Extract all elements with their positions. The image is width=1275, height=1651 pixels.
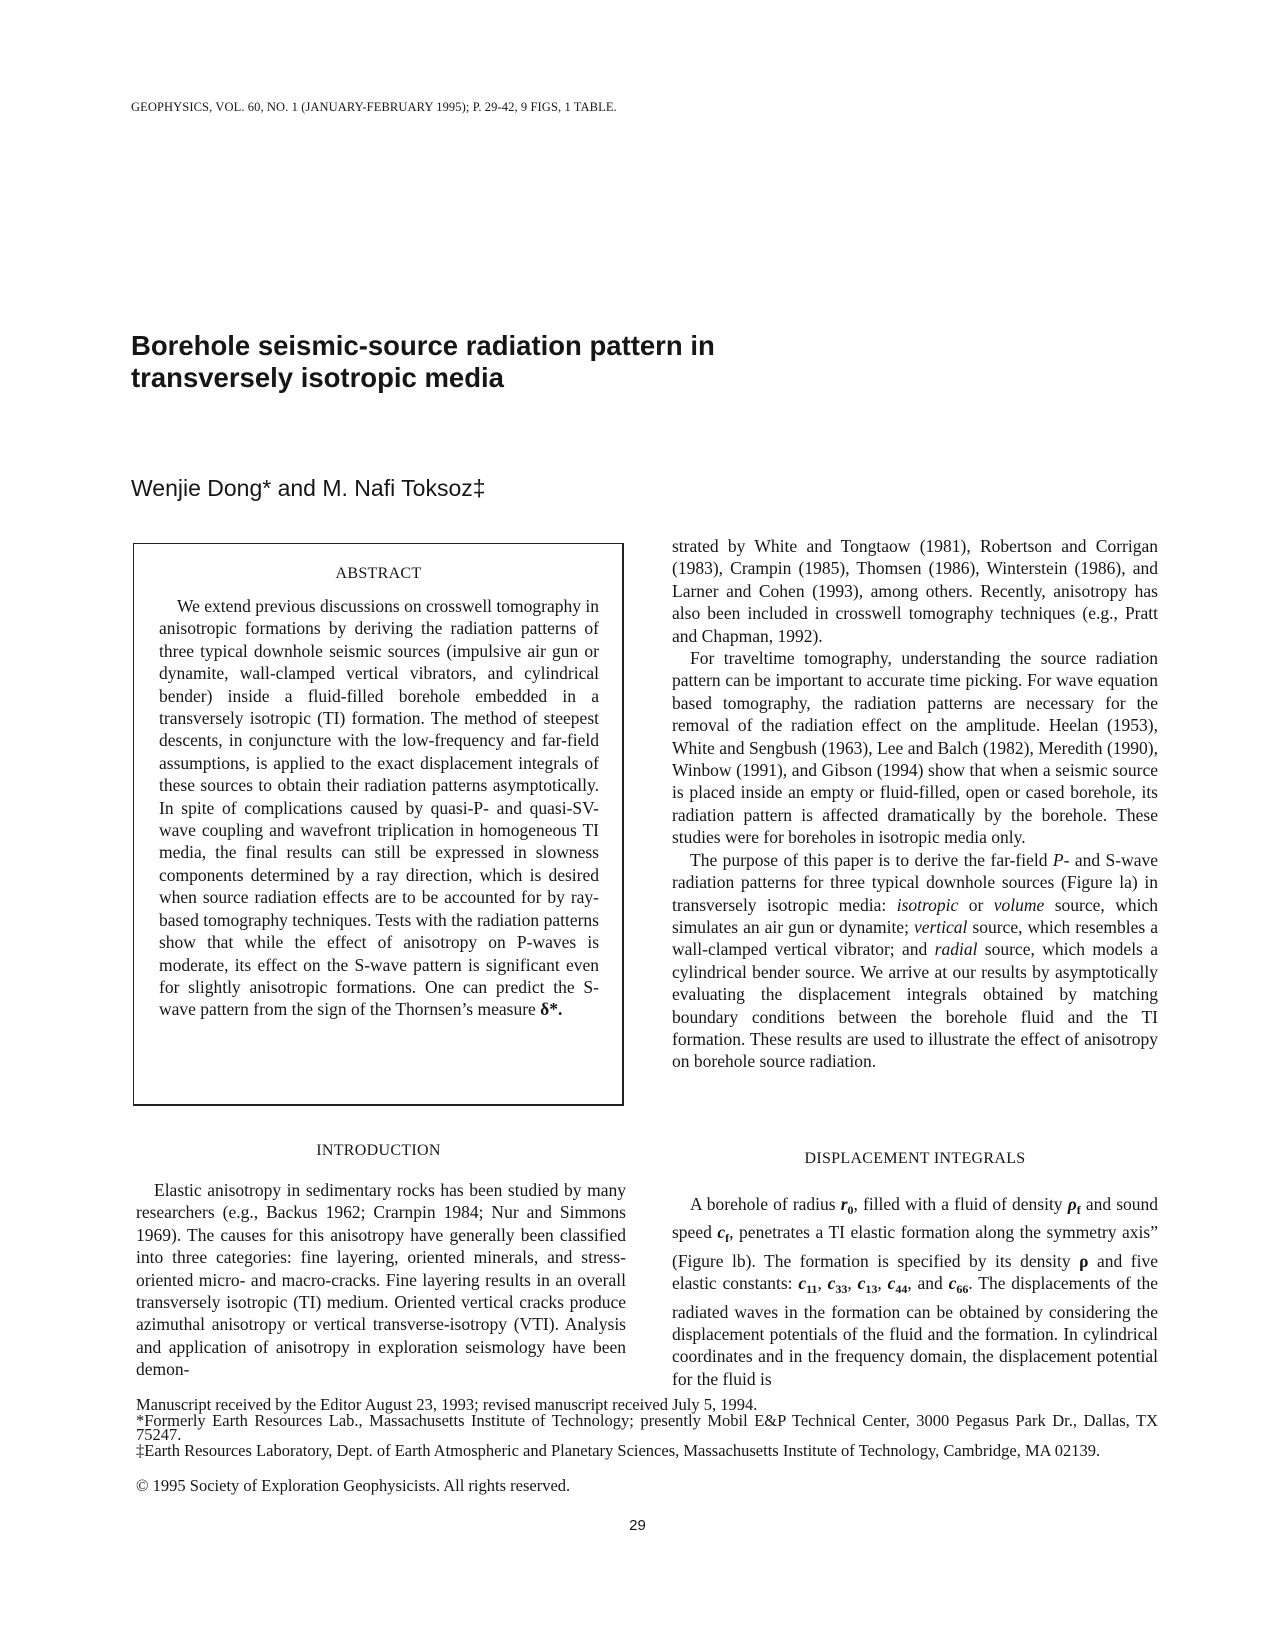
displacement-integrals-text	[672, 1193, 1158, 1390]
isotropic-term: isotropic	[896, 894, 959, 915]
paper-title	[131, 330, 831, 394]
paragraph-traveltime: For traveltime tomography, understanding the source radiation pattern can be important to accurate time picking. For wave equation based tomography, the radiation patterns are necessary for the removal of the radiation effect on the amplitude. Heelan (1953), White and Sengbush (1963), Lee and Balch (1982), Meredith (1990), Winbow (1991), and Gibson (1994) show that when a seismic source is placed inside an empty or fluid-filled, open or cased borehole, its radiation pattern is affected dramatically by the borehole. These studies were for boreholes in isotropic media only.	[672, 648, 1158, 848]
journal-header: GEOPHYSICS, VOL. 60, NO. 1 (JANUARY-FEBRUARY 1995); P. 29-42, 9 FIGS, 1 TABLE.	[131, 100, 617, 114]
introduction-paragraph: Elastic anisotropy in sedimentary rocks has been studied by many researchers (e.g., Backus 1962; Crarnpin 1984; Nur and Simmons 1969). The causes for this anisotropy have generally been classified into three categories: fine layering, oriented minerals, and stress-oriented micro- and macro-cracks. Fine layering results in an overall transversely isotropic (TI) medium. Oriented vertical cracks produce azimuthal anisotropy or vertical transverse-isotropy (VTI). Analysis and application of anisotropy in exploration seismology have been demon-	[136, 1180, 626, 1380]
purpose-text-2: - and S-wave radiation patterns for three typical downhole sources (Figure la) in transversely isotropic media:	[672, 849, 1158, 915]
purpose-text-5: source, which resembles a wall-clamped vertical vibrator; and	[672, 916, 1159, 960]
disp-text-1: A borehole of radius	[690, 1194, 841, 1214]
page-number: 29	[629, 1517, 646, 1534]
footnote-received: Manuscript received by the Editor August 23, 1993; revised manuscript received July 5, 1994.	[136, 1395, 758, 1414]
elastic-constant-c33: $c_{33}$	[827, 1273, 848, 1297]
right-column-text	[672, 535, 1158, 1073]
copyright-notice: © 1995 Society of Exploration Geophysicists. All rights reserved.	[136, 1476, 571, 1495]
disp-text-6: The displacements of the radiated waves in the formation can be obtained by considering the displacement potentials of the fluid and the formation. In cylindrical coordinates and in the frequency domain, the displacement potential for the fluid is	[672, 1273, 1158, 1389]
footnotes	[136, 1395, 1158, 1460]
paragraph-continued: strated by White and Tongtaow (1981), Robertson and Corrigan (1983), Crampin (1985), Thomsen (1986), Winterstein (1986), and Larner and Cohen (1993), among others. Recently, anisotropy has also been included in crosswell tomography techniques (e.g., Pratt and Chapman, 1992).	[672, 536, 1158, 646]
footnote-author-2: ‡Earth Resources Laboratory, Dept. of Earth Atmospheric and Planetary Sciences, Massachusetts Institute of Technology, Cambridge, MA 02139.	[136, 1441, 1101, 1460]
footnote-author-1: *Formerly Earth Resources Lab., Massachusetts Institute of Technology; presently Mobil E&P Technical Center, 3000 Pegasus Park Dr., Dallas, TX 75247.	[136, 1411, 1158, 1444]
introduction-heading: INTRODUCTION	[316, 1142, 441, 1159]
introduction-text	[136, 1179, 626, 1381]
paper-title-line-2: transversely isotropic media	[131, 362, 504, 393]
paper-title-line-1: Borehole seismic-source radiation pattern in	[131, 330, 715, 361]
abstract-body: We extend previous discussions on crosswell tomography in anisotropic formations by deriving the radiation patterns of three typical downhole seismic sources (impulsive air gun or dynamite, wall-clamped vertical vibrators, and cylindrical bender) inside a fluid-filled borehole embedded in a transversely isotropic (TI) formation. The method of steepest descents, in conjuncture with the low-frequency and far-field assumptions, is applied to the exact displacement integrals of these sources to obtain their radiation patterns asymptotically. In spite of complications caused by quasi-P- and quasi-SV-wave coupling and wavefront triplication in homogeneous TI media, the final results can still be expressed in slowness components determined by a ray direction, which is desired when source radiation effects are to be accounted for by ray-based tomography techniques. Tests with the radiation patterns show that while the effect of anisotropy on P-waves is moderate, its effect on the S-wave pattern is significant even for slightly anisotropic formations. One can predict the S-wave pattern from the sign of the Thornsen’s measure	[159, 596, 599, 1020]
disp-text-4: , penetrates a TI elastic formation along the symmetry axis” (Figure lb). The formation is specified by its density	[672, 1222, 1158, 1271]
authors: Wenjie Dong* and M. Nafi Toksoz‡	[131, 475, 486, 501]
abstract-text	[159, 595, 599, 1021]
vertical-term: vertical	[913, 916, 968, 937]
purpose-text-3: or	[958, 894, 994, 915]
abstract-heading: ABSTRACT	[335, 565, 422, 582]
purpose-text-6: source, which models a cylindrical bender source. We arrive at our results by asymptotically evaluating the displacement integrals obtained by matching boundary conditions between the borehole fluid and the TI formation. These results are used to illustrate the effect of anisotropy on borehole source radiation.	[672, 939, 1158, 1072]
density-symbol: ρ	[1079, 1250, 1089, 1271]
elastic-constant-c66: $c_{66}$	[948, 1273, 969, 1297]
sound-speed-symbol: $c_f$	[717, 1222, 730, 1246]
volume-term: volume	[993, 894, 1045, 915]
purpose-text-4: source, which simulates an air gun or dynamite;	[672, 894, 1158, 937]
displacement-integrals-heading: DISPLACEMENT INTEGRALS	[804, 1150, 1026, 1167]
elastic-constant-c44: $c_{44}$	[887, 1273, 908, 1297]
elastic-constant-c11: $c_{11}$	[798, 1273, 818, 1297]
radial-term: radial	[934, 939, 978, 960]
disp-text-3: and sound speed	[672, 1194, 1159, 1243]
p-wave-italic: P	[1052, 849, 1064, 870]
disp-text-5: and five elastic constants:	[672, 1250, 1159, 1294]
radius-symbol: $r_0$	[840, 1194, 854, 1217]
delta-star-symbol: δ*.	[540, 999, 563, 1020]
paragraph-purpose	[672, 849, 1158, 1073]
purpose-text-1: The purpose of this paper is to derive the far-field	[690, 849, 1053, 870]
displacement-paragraph: A borehole of radius $r_0$, filled with a fluid of density $\rho_f$ and sound speed $c_f$, penetrates a TI elastic formation along the symmetry axis” (Figure lb). The formation is specified by its density ρ and five elastic constants: $c_{11}$, $c_{33}$, $c_{13}$, $c_{44}$, and $c_{66}$. The displacements of the radiated waves in the formation can be obtained by considering the displacement potentials of the fluid and the formation. In cylindrical coordinates and in the frequency domain, the displacement potential for the fluid is	[672, 1194, 1159, 1389]
elastic-constant-c13: $c_{13}$	[857, 1273, 878, 1297]
abstract-paragraph	[159, 595, 599, 1021]
disp-text-2: , filled with a fluid of density	[853, 1194, 1068, 1214]
fluid-density-symbol: $\rho_f$	[1067, 1194, 1081, 1217]
